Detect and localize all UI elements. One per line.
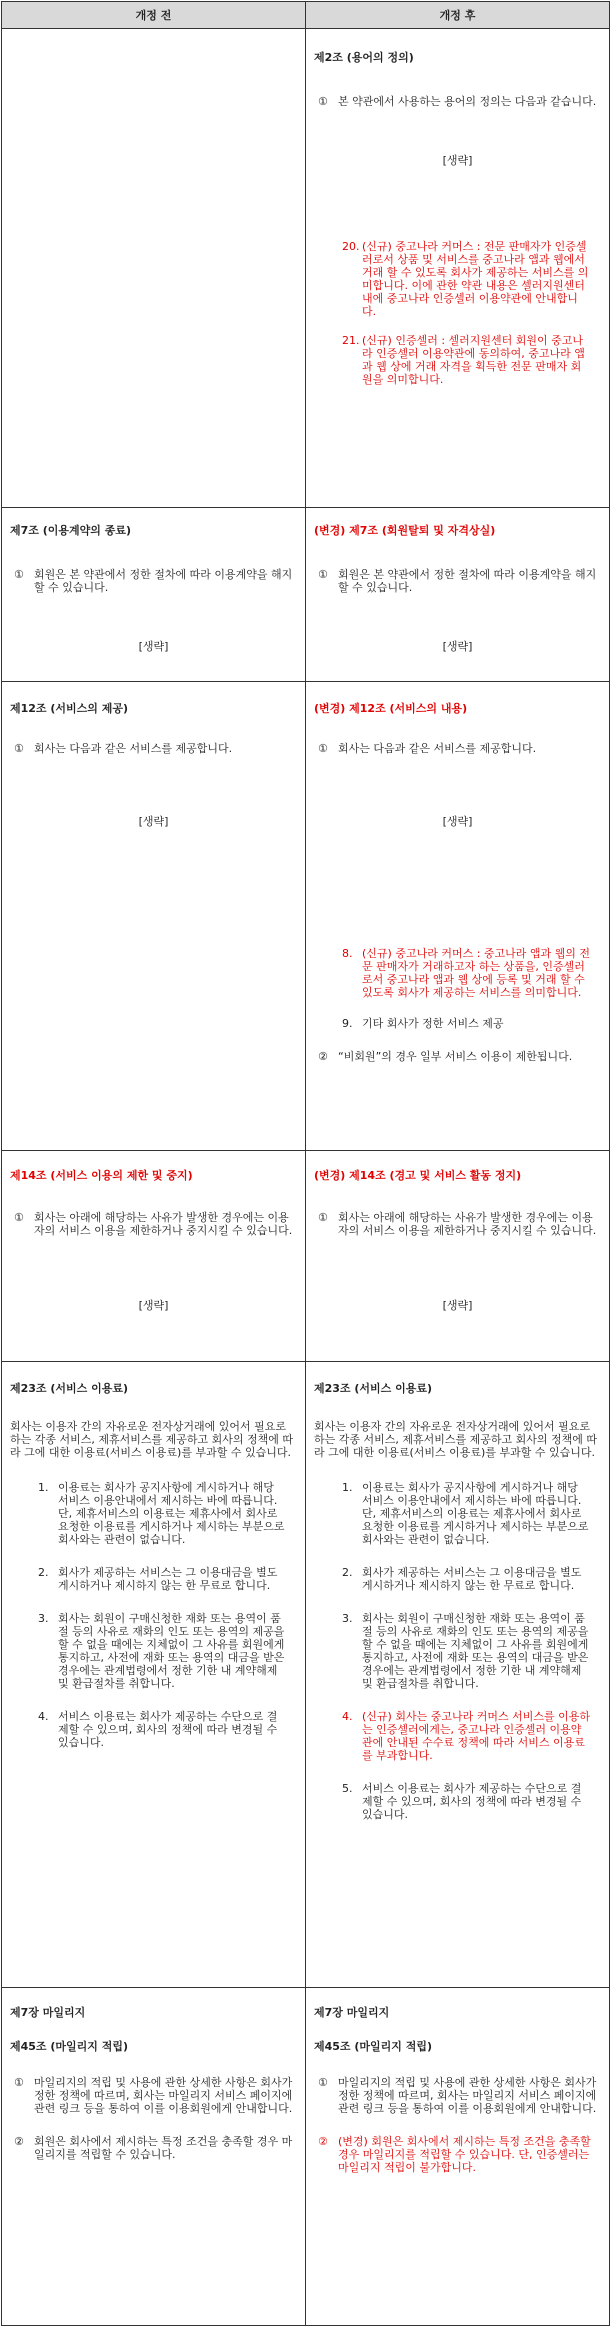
numbered-item: ① 회원은 본 약관에서 정한 절차에 따라 이용계약을 해지할 수 있습니다. bbox=[318, 568, 597, 594]
cell-after-art23 bbox=[306, 1362, 610, 1988]
numbered-item: ① 회사는 다음과 같은 서비스를 제공합니다. bbox=[318, 742, 537, 755]
list-item: 2. 회사가 제공하는 서비스는 그 이용대금을 별도 게시하거나 제시하지 않는 한 무료로 합니다. bbox=[38, 1566, 278, 1592]
header-before: 개정 전 bbox=[2, 2, 306, 29]
article-title: 제23조 (서비스 이용료) bbox=[10, 1382, 129, 1395]
numbered-item: ① 회사는 아래에 해당하는 사유가 발생한 경우에는 이용자의 서비스 이용을 제한하거나 중지시킬 수 있습니다. bbox=[14, 1211, 293, 1237]
cell-before-art12 bbox=[2, 682, 306, 1151]
article-title: 제2조 (용어의 정의) bbox=[314, 51, 414, 64]
numbered-item: ① 마일리지의 적립 및 사용에 관한 상세한 사항은 회사가 정한 정책에 따르며, 회사는 마일리지 서비스 페이지에 관련 링크 등을 통하여 이를 이용회원에게 안내합니다. bbox=[14, 2076, 293, 2115]
list-item: 2. 회사가 제공하는 서비스는 그 이용대금을 별도 게시하거나 제시하지 않는 한 무료로 합니다. bbox=[342, 1566, 582, 1592]
list-item: 5. 서비스 이용료는 회사가 제공하는 수단으로 결제할 수 있으며, 회사의 정책에 따라 변경될 수 있습니다. bbox=[342, 1782, 582, 1821]
table-row-art23 bbox=[2, 1362, 610, 1988]
list-item: 8. (신규) 중고나라 커머스 : 중고나라 앱과 웹의 전문 판매자가 거래하고자 하는 상품을, 인증셀러로서 중고나라 앱과 웹 상에 등록 및 거래 할 수 있도록 회사가 제공하는 서비스를 의미합니다. bbox=[342, 947, 591, 999]
omitted-marker: [생략] bbox=[138, 640, 169, 653]
header-after: 개정 후 bbox=[306, 2, 610, 29]
numbered-item: ② (변경) 회원은 회사에서 제시하는 특정 조건을 충족할 경우 마일리지를 적립할 수 있습니다. 단, 인증셀러는 마일리지 적립이 불가합니다. bbox=[318, 2135, 591, 2174]
omitted-marker: [생략] bbox=[442, 815, 473, 828]
numbered-item: ① 회원은 본 약관에서 정한 절차에 따라 이용계약을 해지할 수 있습니다. bbox=[14, 568, 293, 594]
omitted-marker: [생략] bbox=[442, 154, 473, 167]
article-title: 제12조 (서비스의 제공) bbox=[10, 702, 129, 715]
article-title: 제23조 (서비스 이용료) bbox=[314, 1382, 433, 1395]
cell-before-art23 bbox=[2, 1362, 306, 1988]
numbered-item: ① 마일리지의 적립 및 사용에 관한 상세한 사항은 회사가 정한 정책에 따르며, 회사는 마일리지 서비스 페이지에 관련 링크 등을 통하여 이를 이용회원에게 안내합니다. bbox=[318, 2076, 597, 2115]
table-row-ch7 bbox=[2, 1988, 610, 2326]
cell-after-art14 bbox=[306, 1151, 610, 1362]
cell-before-art7 bbox=[2, 508, 306, 682]
numbered-item: ① 회사는 아래에 해당하는 사유가 발생한 경우에는 이용자의 서비스 이용을 제한하거나 중지시킬 수 있습니다. bbox=[318, 1211, 597, 1237]
list-item: 4. 서비스 이용료는 회사가 제공하는 수단으로 결제할 수 있으며, 회사의 정책에 따라 변경될 수 있습니다. bbox=[38, 1710, 278, 1749]
article-intro: 회사는 이용자 간의 자유로운 전자상거래에 있어서 필요로 하는 각종 서비스, 제휴서비스를 제공하고 회사의 정책에 따라 그에 대한 이용료(서비스 이용료)를 부과할 수 있습니다. bbox=[314, 1420, 597, 1459]
article-title: (변경) 제12조 (서비스의 내용) bbox=[314, 702, 468, 715]
table-row-art2 bbox=[2, 29, 610, 508]
list-item: 3. 회사는 회원이 구매신청한 재화 또는 용역이 품절 등의 사유로 재화의 인도 또는 용역의 제공을 할 수 없을 때에는 지체없이 그 사유를 회원에게 통지하고, 사전에 재화 또는 용역의 대금을 받은 경우에는 관계법령에서 정한 기한 내 계약해제 및 환급절차를 취합니다. bbox=[38, 1612, 285, 1690]
article-title: (변경) 제14조 (경고 및 서비스 활동 정지) bbox=[314, 1169, 522, 1182]
table-row-art14 bbox=[2, 1151, 610, 1362]
numbered-item: ② “비회원”의 경우 일부 서비스 이용이 제한됩니다. bbox=[318, 1050, 573, 1063]
cell-after-art12 bbox=[306, 682, 610, 1151]
cell-after-art7 bbox=[306, 508, 610, 682]
list-item: 21. (신규) 인증셀러 : 셀러지원센터 회원이 중고나라 인증셀러 이용약관에 동의하여, 중고나라 앱과 웹 상에 거래 자격을 획득한 전문 판매자 회원을 의미합니다. bbox=[342, 334, 585, 386]
omitted-marker: [생략] bbox=[442, 1299, 473, 1312]
omitted-marker: [생략] bbox=[138, 815, 169, 828]
chapter-title: 제7장 마일리지 bbox=[314, 2006, 390, 2019]
article-title: 제14조 (서비스 이용의 제한 및 중지) bbox=[10, 1169, 193, 1182]
cell-after-ch7 bbox=[306, 1988, 610, 2326]
numbered-item: ② 회원은 회사에서 제시하는 특정 조건을 충족할 경우 마일리지를 적립할 수 있습니다. bbox=[14, 2135, 293, 2161]
table-row-art12 bbox=[2, 682, 610, 1151]
table-header-row bbox=[2, 2, 610, 29]
list-item: 3. 회사는 회원이 구매신청한 재화 또는 용역이 품절 등의 사유로 재화의 인도 또는 용역의 제공을 할 수 없을 때에는 지체없이 그 사유를 회원에게 통지하고, 사전에 재화 또는 용역의 대금을 받은 경우에는 관계법령에서 정한 기한 내 계약해제 및 환급절차를 취합니다. bbox=[342, 1612, 589, 1690]
list-item: 1. 이용료는 회사가 공지사항에 게시하거나 해당 서비스 이용안내에서 제시하는 바에 따릅니다. 단, 제휴서비스의 이용료는 제휴사에서 회사로 요청한 이용료를 게시하거나 제시하는 부분으로 회사와는 관련이 없습니다. bbox=[38, 1481, 285, 1546]
list-item: 4. (신규) 회사는 중고나라 커머스 서비스를 이용하는 인증셀러에게는, 중고나라 인증셀러 이용약관에 안내된 수수료 정책에 따라 서비스 이용료를 부과합니다. bbox=[342, 1710, 590, 1762]
numbered-item: ① 회사는 다음과 같은 서비스를 제공합니다. bbox=[14, 742, 233, 755]
article-title: 제45조 (마일리지 적립) bbox=[10, 2040, 129, 2053]
table-row-art7 bbox=[2, 508, 610, 682]
cell-before-art14 bbox=[2, 1151, 306, 1362]
article-title: 제7조 (이용계약의 종료) bbox=[10, 524, 132, 537]
list-item: 20. (신규) 중고나라 커머스 : 전문 판매자가 인증셀러로서 상품 및 서비스를 중고나라 앱과 웹에서 거래 할 수 있도록 회사가 제공하는 서비스를 의미합니다. 이에 관한 약관 내용은 셀러지원센터 내에 중고나라 인증셀러 이용약관에 안내합니다. bbox=[342, 240, 589, 318]
cell-before-art2 bbox=[2, 29, 306, 508]
comparison-table bbox=[1, 1, 610, 2326]
numbered-item: ① 본 약관에서 사용하는 용어의 정의는 다음과 같습니다. bbox=[318, 95, 597, 108]
article-title: (변경) 제7조 (회원탈퇴 및 자격상실) bbox=[314, 524, 496, 537]
omitted-marker: [생략] bbox=[442, 640, 473, 653]
chapter-title: 제7장 마일리지 bbox=[10, 2006, 86, 2019]
omitted-marker: [생략] bbox=[138, 1299, 169, 1312]
list-item: 9. 기타 회사가 정한 서비스 제공 bbox=[342, 1017, 504, 1030]
cell-after-art2 bbox=[306, 29, 610, 508]
article-title: 제45조 (마일리지 적립) bbox=[314, 2040, 433, 2053]
list-item: 1. 이용료는 회사가 공지사항에 게시하거나 해당 서비스 이용안내에서 제시하는 바에 따릅니다. 단, 제휴서비스의 이용료는 제휴사에서 회사로 요청한 이용료를 게시하거나 제시하는 부분으로 회사와는 관련이 없습니다. bbox=[342, 1481, 589, 1546]
cell-before-ch7 bbox=[2, 1988, 306, 2326]
article-intro: 회사는 이용자 간의 자유로운 전자상거래에 있어서 필요로 하는 각종 서비스, 제휴서비스를 제공하고 회사의 정책에 따라 그에 대한 이용료(서비스 이용료)를 부과할 수 있습니다. bbox=[10, 1420, 293, 1459]
